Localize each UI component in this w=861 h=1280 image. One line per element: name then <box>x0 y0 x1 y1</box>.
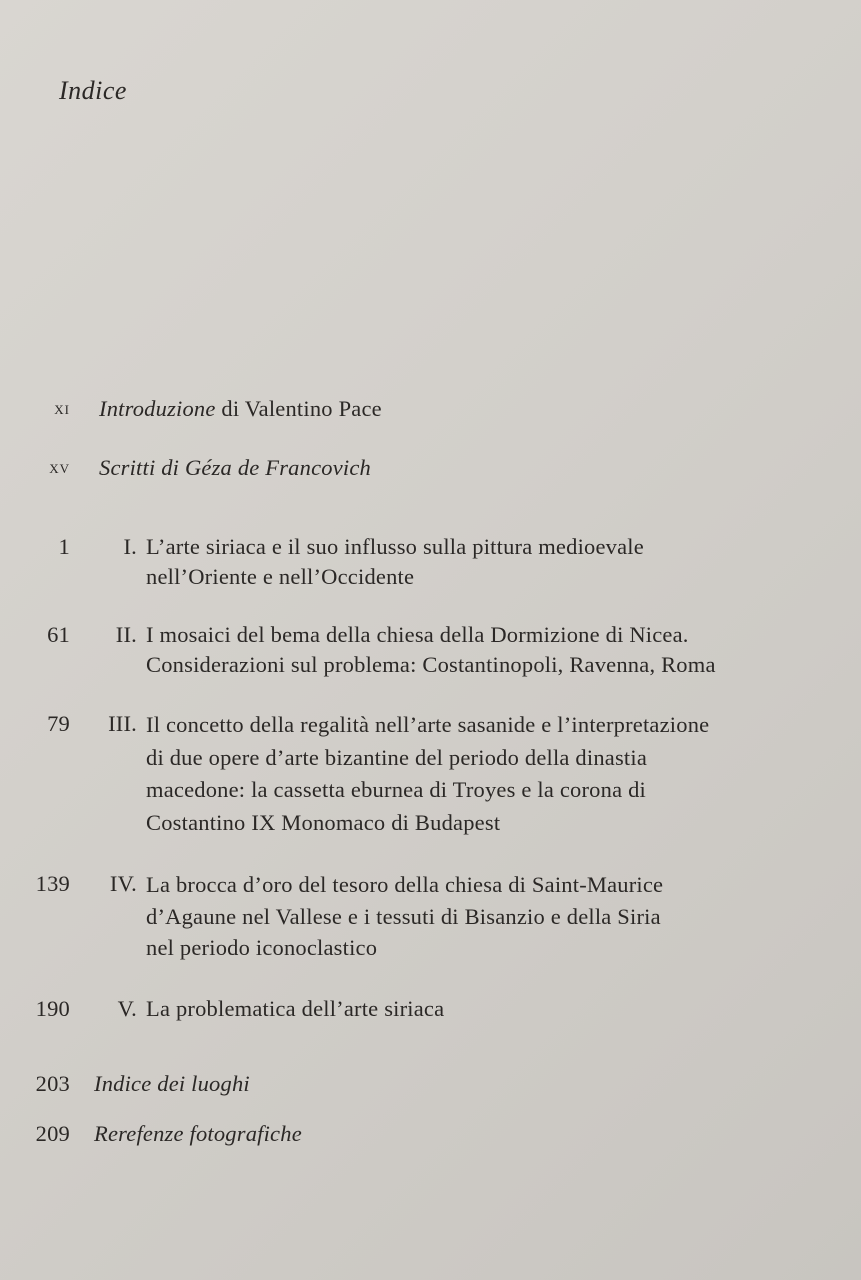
entry-title <box>99 394 382 424</box>
entry-title <box>146 709 709 839</box>
entry-title-line: nell’Oriente e nell’Occidente <box>146 564 415 589</box>
entry-title-line: Costantino IX Monomaco di Budapest <box>146 809 501 835</box>
chapter-numeral: IV. <box>109 871 137 896</box>
chapter-numeral: III. <box>108 711 137 736</box>
entry-title <box>146 994 444 1024</box>
chapter-numeral: II. <box>115 622 137 647</box>
entry-title-rest: di Valentino Pace <box>215 396 382 421</box>
entry-title <box>146 869 663 964</box>
entry-title-line: I mosaici del bema della chiesa della Dormizione di Nicea. <box>146 622 689 647</box>
entry-title-line: La problematica dell’arte siriaca <box>146 996 445 1021</box>
entry-title-line: macedone: la cassetta eburnea di Troyes e la corona di <box>146 777 646 802</box>
chapter-numeral: V. <box>117 996 137 1021</box>
page-number: 190 <box>35 996 70 1021</box>
entry-title-line: nel periodo iconoclastico <box>146 935 378 960</box>
entry-title: Scritti di Géza de Francovich <box>99 455 371 480</box>
entry-title-line: d’Agaune nel Vallese e i tessuti di Bisanzio e della Siria <box>146 903 661 929</box>
page-number: 1 <box>58 534 70 559</box>
entry-title-line: Il concetto della regalità nell’arte sasanide e l’interpretazione <box>146 712 710 737</box>
entry-title <box>146 620 716 680</box>
entry-title-line: L’arte siriaca e il suo influsso sulla pittura medioevale <box>146 534 644 559</box>
page-number: xi <box>54 398 70 419</box>
page-title: Indice <box>59 76 127 105</box>
page-number: 209 <box>35 1121 70 1146</box>
chapter-numeral: I. <box>123 534 137 559</box>
entry-title-italic: Introduzione <box>99 396 216 421</box>
page-number: xv <box>49 457 70 478</box>
entry-title-line: Considerazioni sul problema: Costantinopoli, Ravenna, Roma <box>146 652 716 677</box>
entry-title <box>146 532 644 592</box>
page-number: 79 <box>47 711 70 736</box>
entry-title-line: La brocca d’oro del tesoro della chiesa di Saint-Maurice <box>146 872 664 897</box>
page-number: 139 <box>35 871 70 896</box>
entry-title: Indice dei luoghi <box>94 1071 250 1096</box>
entry-title-line: di due opere d’arte bizantine del periodo della dinastia <box>146 744 648 770</box>
page-number: 61 <box>47 622 70 647</box>
page-number: 203 <box>35 1071 70 1096</box>
entry-title: Rerefenze fotografiche <box>94 1121 302 1146</box>
